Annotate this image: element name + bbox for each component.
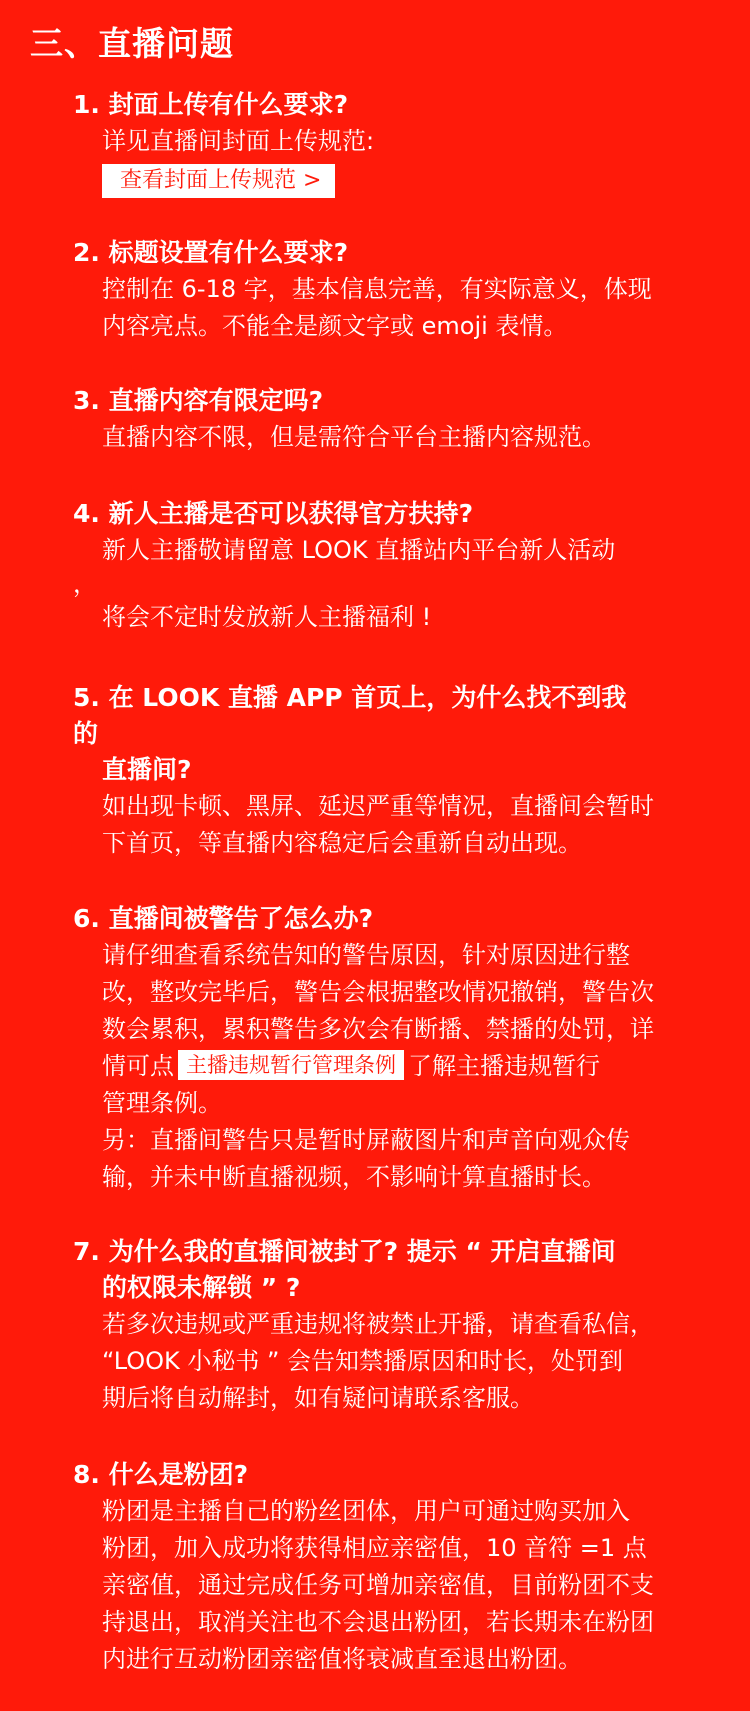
faq-answer-line: 管理条例。: [102, 1089, 222, 1117]
faq-answer-line: 内容亮点。不能全是颜文字或 emoji 表情。: [102, 312, 568, 340]
faq-question: 2. 标题设置有什么要求?: [73, 238, 349, 267]
faq-question: 1. 封面上传有什么要求?: [73, 90, 349, 119]
faq-item-2: [73, 235, 683, 345]
faq-item-5: [73, 680, 683, 862]
faq-item-8: [73, 1457, 683, 1678]
faq-answer-line: 控制在 6-18 字，基本信息完善，有实际意义，体现: [102, 275, 652, 303]
faq-answer-line: 请仔细查看系统告知的警告原因，针对原因进行整: [102, 941, 630, 969]
faq-question-cont: 的权限未解锁 ” ?: [102, 1273, 301, 1302]
faq-answer-line: 输，并未中断直播视频，不影响计算直播时长。: [102, 1163, 606, 1191]
faq-question-cont: 的: [73, 719, 99, 748]
faq-answer-line: 粉团是主播自己的粉丝团体，用户可通过购买加入: [102, 1497, 630, 1525]
faq-answer-line: 下首页，等直播内容稳定后会重新自动出现。: [102, 829, 582, 857]
faq-answer-line: 粉团，加入成功将获得相应亲密值，10 音符 =1 点: [102, 1534, 647, 1562]
faq-answer-line: “LOOK 小秘书 ” 会告知禁播原因和时长，处罚到: [102, 1347, 624, 1375]
faq-answer-line: ，: [73, 570, 97, 598]
faq-question: 8. 什么是粉团?: [73, 1460, 249, 1489]
faq-question: 5. 在 LOOK 直播 APP 首页上，为什么找不到我: [73, 683, 627, 712]
faq-answer-line: 另：直播间警告只是暂时屏蔽图片和声音向观众传: [102, 1126, 630, 1154]
faq-answer-line: 数会累积，累积警告多次会有断播、禁播的处罚，详: [102, 1015, 654, 1043]
faq-answer-line: 将会不定时发放新人主播福利 !: [102, 603, 432, 631]
faq-answer-line: 新人主播敬请留意 LOOK 直播站内平台新人活动: [102, 536, 616, 564]
faq-item-6: [73, 901, 683, 1196]
faq-answer-line: 改，整改完毕后，警告会根据整改情况撤销，警告次: [102, 978, 654, 1006]
faq-answer-line: 亲密值，通过完成任务可增加亲密值，目前粉团不支: [102, 1571, 654, 1599]
link-prefix: 情可点: [102, 1052, 174, 1080]
faq-answer-line: 内进行互动粉团亲密值将衰减直至退出粉团。: [102, 1645, 582, 1673]
faq-item-3: [73, 383, 683, 456]
faq-question: 6. 直播间被警告了怎么办?: [73, 904, 374, 933]
faq-item-4: [73, 496, 683, 636]
faq-answer-line: 期后将自动解封，如有疑问请联系客服。: [102, 1384, 534, 1412]
faq-item-7: [73, 1234, 683, 1417]
faq-answer-line: 直播内容不限，但是需符合平台主播内容规范。: [102, 423, 606, 451]
faq-question-cont: 直播间?: [102, 755, 192, 784]
link-suffix: 了解主播违规暂行: [408, 1052, 600, 1080]
streamer-violation-rules-link[interactable]: 主播违规暂行管理条例: [178, 1050, 404, 1080]
faq-answer-line: 持退出，取消关注也不会退出粉团，若长期未在粉团: [102, 1608, 654, 1636]
faq-answer-line: 详见直播间封面上传规范:: [102, 127, 375, 155]
faq-question: 4. 新人主播是否可以获得官方扶持?: [73, 499, 474, 528]
faq-answer-line: 如出现卡顿、黑屏、延迟严重等情况，直播间会暂时: [102, 792, 654, 820]
faq-answer-line-with-link: [73, 1048, 683, 1085]
faq-item-1: [73, 87, 683, 198]
faq-question: 7. 为什么我的直播间被封了? 提示 “ 开启直播间: [73, 1237, 616, 1266]
view-cover-upload-rules-button[interactable]: 查看封面上传规范 >: [102, 164, 335, 198]
faq-answer-line: 若多次违规或严重违规将被禁止开播，请查看私信，: [102, 1310, 654, 1338]
faq-question: 3. 直播内容有限定吗?: [73, 386, 324, 415]
section-title: 三、直播问题: [30, 24, 234, 63]
